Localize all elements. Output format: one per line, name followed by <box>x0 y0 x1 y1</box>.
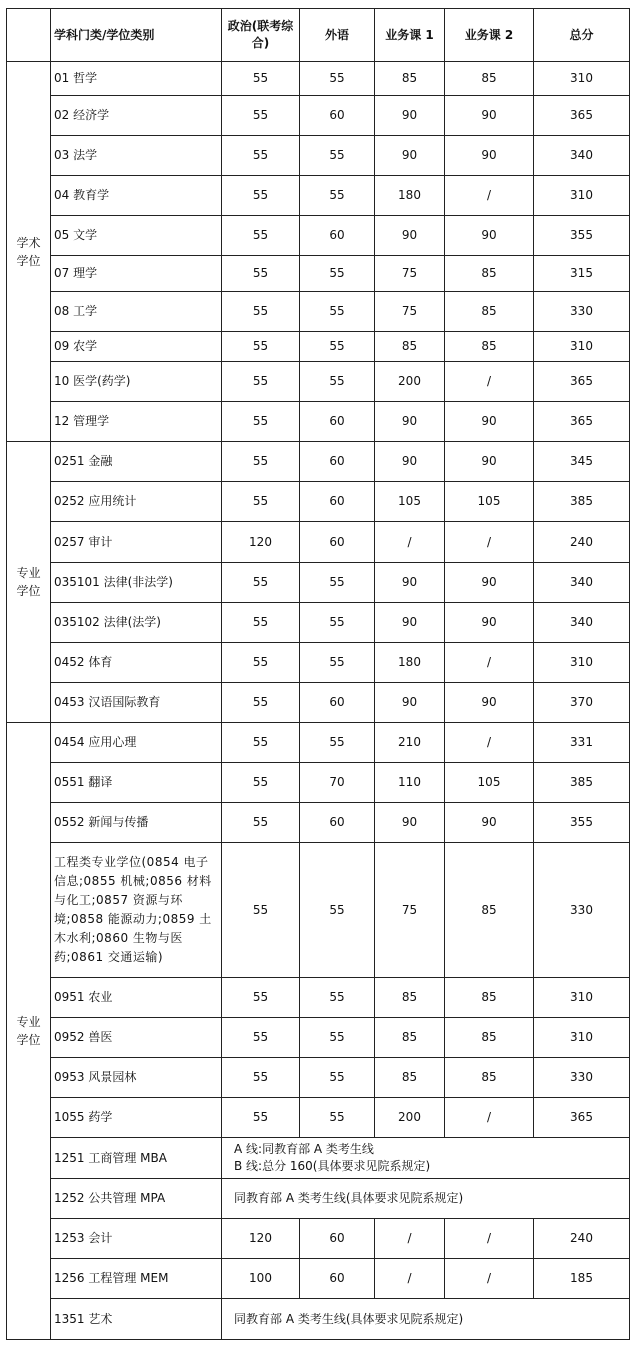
table-row <box>7 332 630 362</box>
course1-score-cell: 200 <box>375 362 445 402</box>
course1-score-cell: / <box>375 1219 445 1259</box>
course1-score-cell: 110 <box>375 763 445 803</box>
course2-score-cell: 90 <box>445 603 534 643</box>
degree-group-text: 专业学位 <box>16 1015 41 1047</box>
course2-score-cell: / <box>445 723 534 763</box>
subject-cell: 10 医学(药学) <box>51 362 222 402</box>
table-row <box>7 522 630 563</box>
politics-score-cell: 55 <box>222 1098 300 1138</box>
total-score-cell: 385 <box>534 763 630 803</box>
course1-score-cell: 90 <box>375 442 445 482</box>
foreign-score-cell: 60 <box>300 1219 375 1259</box>
course1-score-cell: 210 <box>375 723 445 763</box>
politics-score-cell: 55 <box>222 482 300 522</box>
total-score-cell: 365 <box>534 402 630 442</box>
course2-score-cell: / <box>445 643 534 683</box>
subject-cell: 1055 药学 <box>51 1098 222 1138</box>
course2-score-cell: / <box>445 1259 534 1299</box>
table-row <box>7 482 630 522</box>
subject-cell: 0252 应用统计 <box>51 482 222 522</box>
table-row <box>7 643 630 683</box>
course2-score-cell: 90 <box>445 563 534 603</box>
subject-cell: 0454 应用心理 <box>51 723 222 763</box>
course2-score-cell: 85 <box>445 1058 534 1098</box>
table-row <box>7 402 630 442</box>
politics-score-cell: 55 <box>222 62 300 96</box>
course1-score-cell: 85 <box>375 978 445 1018</box>
foreign-score-cell: 55 <box>300 62 375 96</box>
course1-score-cell: 90 <box>375 216 445 256</box>
foreign-score-cell: 55 <box>300 256 375 292</box>
foreign-score-cell: 55 <box>300 292 375 332</box>
table-row <box>7 136 630 176</box>
total-score-cell: 330 <box>534 292 630 332</box>
course2-score-cell: 105 <box>445 763 534 803</box>
subject-cell: 05 文学 <box>51 216 222 256</box>
total-score-cell: 310 <box>534 176 630 216</box>
total-score-cell: 340 <box>534 603 630 643</box>
table-row <box>7 563 630 603</box>
table-row <box>7 216 630 256</box>
table-row <box>7 978 630 1018</box>
course2-score-cell: / <box>445 1219 534 1259</box>
degree-group-label <box>7 723 51 1340</box>
politics-score-cell: 55 <box>222 763 300 803</box>
foreign-score-cell: 55 <box>300 136 375 176</box>
politics-score-cell: 55 <box>222 1058 300 1098</box>
course1-score-cell: 75 <box>375 292 445 332</box>
table-row <box>7 1098 630 1138</box>
foreign-score-cell: 55 <box>300 176 375 216</box>
foreign-score-cell: 55 <box>300 1098 375 1138</box>
foreign-score-cell: 60 <box>300 442 375 482</box>
table-row <box>7 1138 630 1179</box>
total-score-cell: 340 <box>534 563 630 603</box>
header-total: 总分 <box>534 9 630 62</box>
course1-score-cell: 90 <box>375 402 445 442</box>
politics-score-cell: 55 <box>222 723 300 763</box>
table-row <box>7 603 630 643</box>
note-cell: 同教育部 A 类考生线(具体要求见院系规定) <box>222 1179 630 1219</box>
course1-score-cell: 85 <box>375 1058 445 1098</box>
politics-score-cell: 55 <box>222 978 300 1018</box>
foreign-score-cell: 70 <box>300 763 375 803</box>
table-row <box>7 1259 630 1299</box>
course1-score-cell: 90 <box>375 563 445 603</box>
subject-cell: 0953 风景园林 <box>51 1058 222 1098</box>
politics-score-cell: 55 <box>222 292 300 332</box>
foreign-score-cell: 55 <box>300 332 375 362</box>
foreign-score-cell: 55 <box>300 1058 375 1098</box>
subject-cell: 0257 审计 <box>51 522 222 563</box>
foreign-score-cell: 60 <box>300 96 375 136</box>
course1-score-cell: 85 <box>375 332 445 362</box>
header-subject: 学科门类/学位类别 <box>51 9 222 62</box>
subject-cell: 04 教育学 <box>51 176 222 216</box>
score-line-table <box>6 8 630 1340</box>
politics-score-cell: 55 <box>222 96 300 136</box>
foreign-score-cell: 60 <box>300 482 375 522</box>
total-score-cell: 310 <box>534 1018 630 1058</box>
course2-score-cell: 85 <box>445 62 534 96</box>
course1-score-cell: 85 <box>375 62 445 96</box>
foreign-score-cell: 55 <box>300 843 375 978</box>
course1-score-cell: 90 <box>375 603 445 643</box>
politics-score-cell: 120 <box>222 522 300 563</box>
degree-group-text: 专业学位 <box>16 566 41 598</box>
degree-group-text: 学术学位 <box>16 235 41 268</box>
subject-cell: 08 工学 <box>51 292 222 332</box>
subject-cell: 0951 农业 <box>51 978 222 1018</box>
politics-score-cell: 55 <box>222 256 300 292</box>
foreign-score-cell: 60 <box>300 402 375 442</box>
course2-score-cell: 90 <box>445 803 534 843</box>
table-row <box>7 683 630 723</box>
politics-score-cell: 55 <box>222 563 300 603</box>
politics-score-cell: 55 <box>222 402 300 442</box>
course2-score-cell: / <box>445 362 534 402</box>
table-row <box>7 763 630 803</box>
foreign-score-cell: 55 <box>300 563 375 603</box>
total-score-cell: 365 <box>534 362 630 402</box>
politics-score-cell: 55 <box>222 603 300 643</box>
foreign-score-cell: 60 <box>300 683 375 723</box>
header-corner-cell <box>7 9 51 62</box>
subject-cell: 1251 工商管理 MBA <box>51 1138 222 1179</box>
course1-score-cell: 90 <box>375 683 445 723</box>
total-score-cell: 240 <box>534 1219 630 1259</box>
subject-cell: 0952 兽医 <box>51 1018 222 1058</box>
table-row <box>7 256 630 292</box>
course2-score-cell: / <box>445 176 534 216</box>
foreign-score-cell: 55 <box>300 603 375 643</box>
politics-score-cell: 55 <box>222 643 300 683</box>
course2-score-cell: 85 <box>445 978 534 1018</box>
table-row <box>7 723 630 763</box>
table-row <box>7 1219 630 1259</box>
subject-cell: 035101 法律(非法学) <box>51 563 222 603</box>
course1-score-cell: 90 <box>375 803 445 843</box>
subject-cell: 1252 公共管理 MPA <box>51 1179 222 1219</box>
total-score-cell: 330 <box>534 843 630 978</box>
course2-score-cell: 85 <box>445 292 534 332</box>
politics-score-cell: 55 <box>222 362 300 402</box>
course1-score-cell: 90 <box>375 136 445 176</box>
table-row <box>7 1299 630 1340</box>
total-score-cell: 315 <box>534 256 630 292</box>
header-course1: 业务课 1 <box>375 9 445 62</box>
course2-score-cell: 85 <box>445 1018 534 1058</box>
subject-cell: 035102 法律(法学) <box>51 603 222 643</box>
course2-score-cell: / <box>445 1098 534 1138</box>
subject-cell: 07 理学 <box>51 256 222 292</box>
course2-score-cell: 90 <box>445 216 534 256</box>
table-row <box>7 1018 630 1058</box>
note-cell: 同教育部 A 类考生线(具体要求见院系规定) <box>222 1299 630 1340</box>
course2-score-cell: 90 <box>445 442 534 482</box>
politics-score-cell: 55 <box>222 803 300 843</box>
table-row <box>7 362 630 402</box>
table-row <box>7 843 630 978</box>
course1-score-cell: 85 <box>375 1018 445 1058</box>
foreign-score-cell: 55 <box>300 723 375 763</box>
total-score-cell: 310 <box>534 643 630 683</box>
degree-group-label <box>7 442 51 723</box>
politics-score-cell: 120 <box>222 1219 300 1259</box>
course1-score-cell: 90 <box>375 96 445 136</box>
table-row <box>7 292 630 332</box>
course2-score-cell: 105 <box>445 482 534 522</box>
table-row <box>7 803 630 843</box>
politics-score-cell: 100 <box>222 1259 300 1299</box>
foreign-score-cell: 60 <box>300 216 375 256</box>
degree-group-label <box>7 62 51 442</box>
table-row <box>7 442 630 482</box>
note-cell: A 线:同教育部 A 类考生线 B 线:总分 160(具体要求见院系规定) <box>222 1138 630 1179</box>
foreign-score-cell: 55 <box>300 978 375 1018</box>
table-row <box>7 62 630 96</box>
header-row <box>7 9 630 62</box>
total-score-cell: 355 <box>534 803 630 843</box>
course2-score-cell: 85 <box>445 843 534 978</box>
total-score-cell: 331 <box>534 723 630 763</box>
course1-score-cell: 75 <box>375 256 445 292</box>
table-row <box>7 96 630 136</box>
course2-score-cell: 90 <box>445 683 534 723</box>
subject-cell: 03 法学 <box>51 136 222 176</box>
total-score-cell: 385 <box>534 482 630 522</box>
course1-score-cell: 75 <box>375 843 445 978</box>
total-score-cell: 310 <box>534 332 630 362</box>
subject-cell: 0453 汉语国际教育 <box>51 683 222 723</box>
politics-score-cell: 55 <box>222 332 300 362</box>
foreign-score-cell: 60 <box>300 522 375 563</box>
subject-cell: 0552 新闻与传播 <box>51 803 222 843</box>
course2-score-cell: 90 <box>445 96 534 136</box>
course1-score-cell: / <box>375 1259 445 1299</box>
subject-cell: 01 哲学 <box>51 62 222 96</box>
subject-cell: 02 经济学 <box>51 96 222 136</box>
header-politics: 政治(联考综合) <box>222 9 300 62</box>
total-score-cell: 370 <box>534 683 630 723</box>
total-score-cell: 340 <box>534 136 630 176</box>
politics-score-cell: 55 <box>222 216 300 256</box>
course2-score-cell: 90 <box>445 136 534 176</box>
foreign-score-cell: 60 <box>300 803 375 843</box>
subject-cell: 工程类专业学位(0854 电子信息;0855 机械;0856 材料与化工;0857 资源与环境;0858 能源动力;0859 土木水利;0860 生物与医药;0861 交通运输) <box>51 843 222 978</box>
course1-score-cell: 180 <box>375 176 445 216</box>
politics-score-cell: 55 <box>222 683 300 723</box>
total-score-cell: 310 <box>534 978 630 1018</box>
course1-score-cell: 105 <box>375 482 445 522</box>
subject-cell: 0551 翻译 <box>51 763 222 803</box>
politics-score-cell: 55 <box>222 843 300 978</box>
course1-score-cell: 180 <box>375 643 445 683</box>
total-score-cell: 240 <box>534 522 630 563</box>
foreign-score-cell: 55 <box>300 362 375 402</box>
course2-score-cell: / <box>445 522 534 563</box>
table-row <box>7 1058 630 1098</box>
foreign-score-cell: 55 <box>300 1018 375 1058</box>
subject-cell: 0452 体育 <box>51 643 222 683</box>
course2-score-cell: 85 <box>445 256 534 292</box>
total-score-cell: 310 <box>534 62 630 96</box>
total-score-cell: 345 <box>534 442 630 482</box>
course1-score-cell: 200 <box>375 1098 445 1138</box>
total-score-cell: 330 <box>534 1058 630 1098</box>
subject-cell: 09 农学 <box>51 332 222 362</box>
header-foreign: 外语 <box>300 9 375 62</box>
total-score-cell: 365 <box>534 1098 630 1138</box>
total-score-cell: 355 <box>534 216 630 256</box>
politics-score-cell: 55 <box>222 442 300 482</box>
foreign-score-cell: 55 <box>300 643 375 683</box>
table-row <box>7 1179 630 1219</box>
foreign-score-cell: 60 <box>300 1259 375 1299</box>
politics-score-cell: 55 <box>222 1018 300 1058</box>
subject-cell: 0251 金融 <box>51 442 222 482</box>
course2-score-cell: 85 <box>445 332 534 362</box>
course1-score-cell: / <box>375 522 445 563</box>
subject-cell: 12 管理学 <box>51 402 222 442</box>
politics-score-cell: 55 <box>222 136 300 176</box>
header-course2: 业务课 2 <box>445 9 534 62</box>
subject-cell: 1253 会计 <box>51 1219 222 1259</box>
table-row <box>7 176 630 216</box>
subject-cell: 1256 工程管理 MEM <box>51 1259 222 1299</box>
course2-score-cell: 90 <box>445 402 534 442</box>
total-score-cell: 185 <box>534 1259 630 1299</box>
subject-cell: 1351 艺术 <box>51 1299 222 1340</box>
politics-score-cell: 55 <box>222 176 300 216</box>
total-score-cell: 365 <box>534 96 630 136</box>
